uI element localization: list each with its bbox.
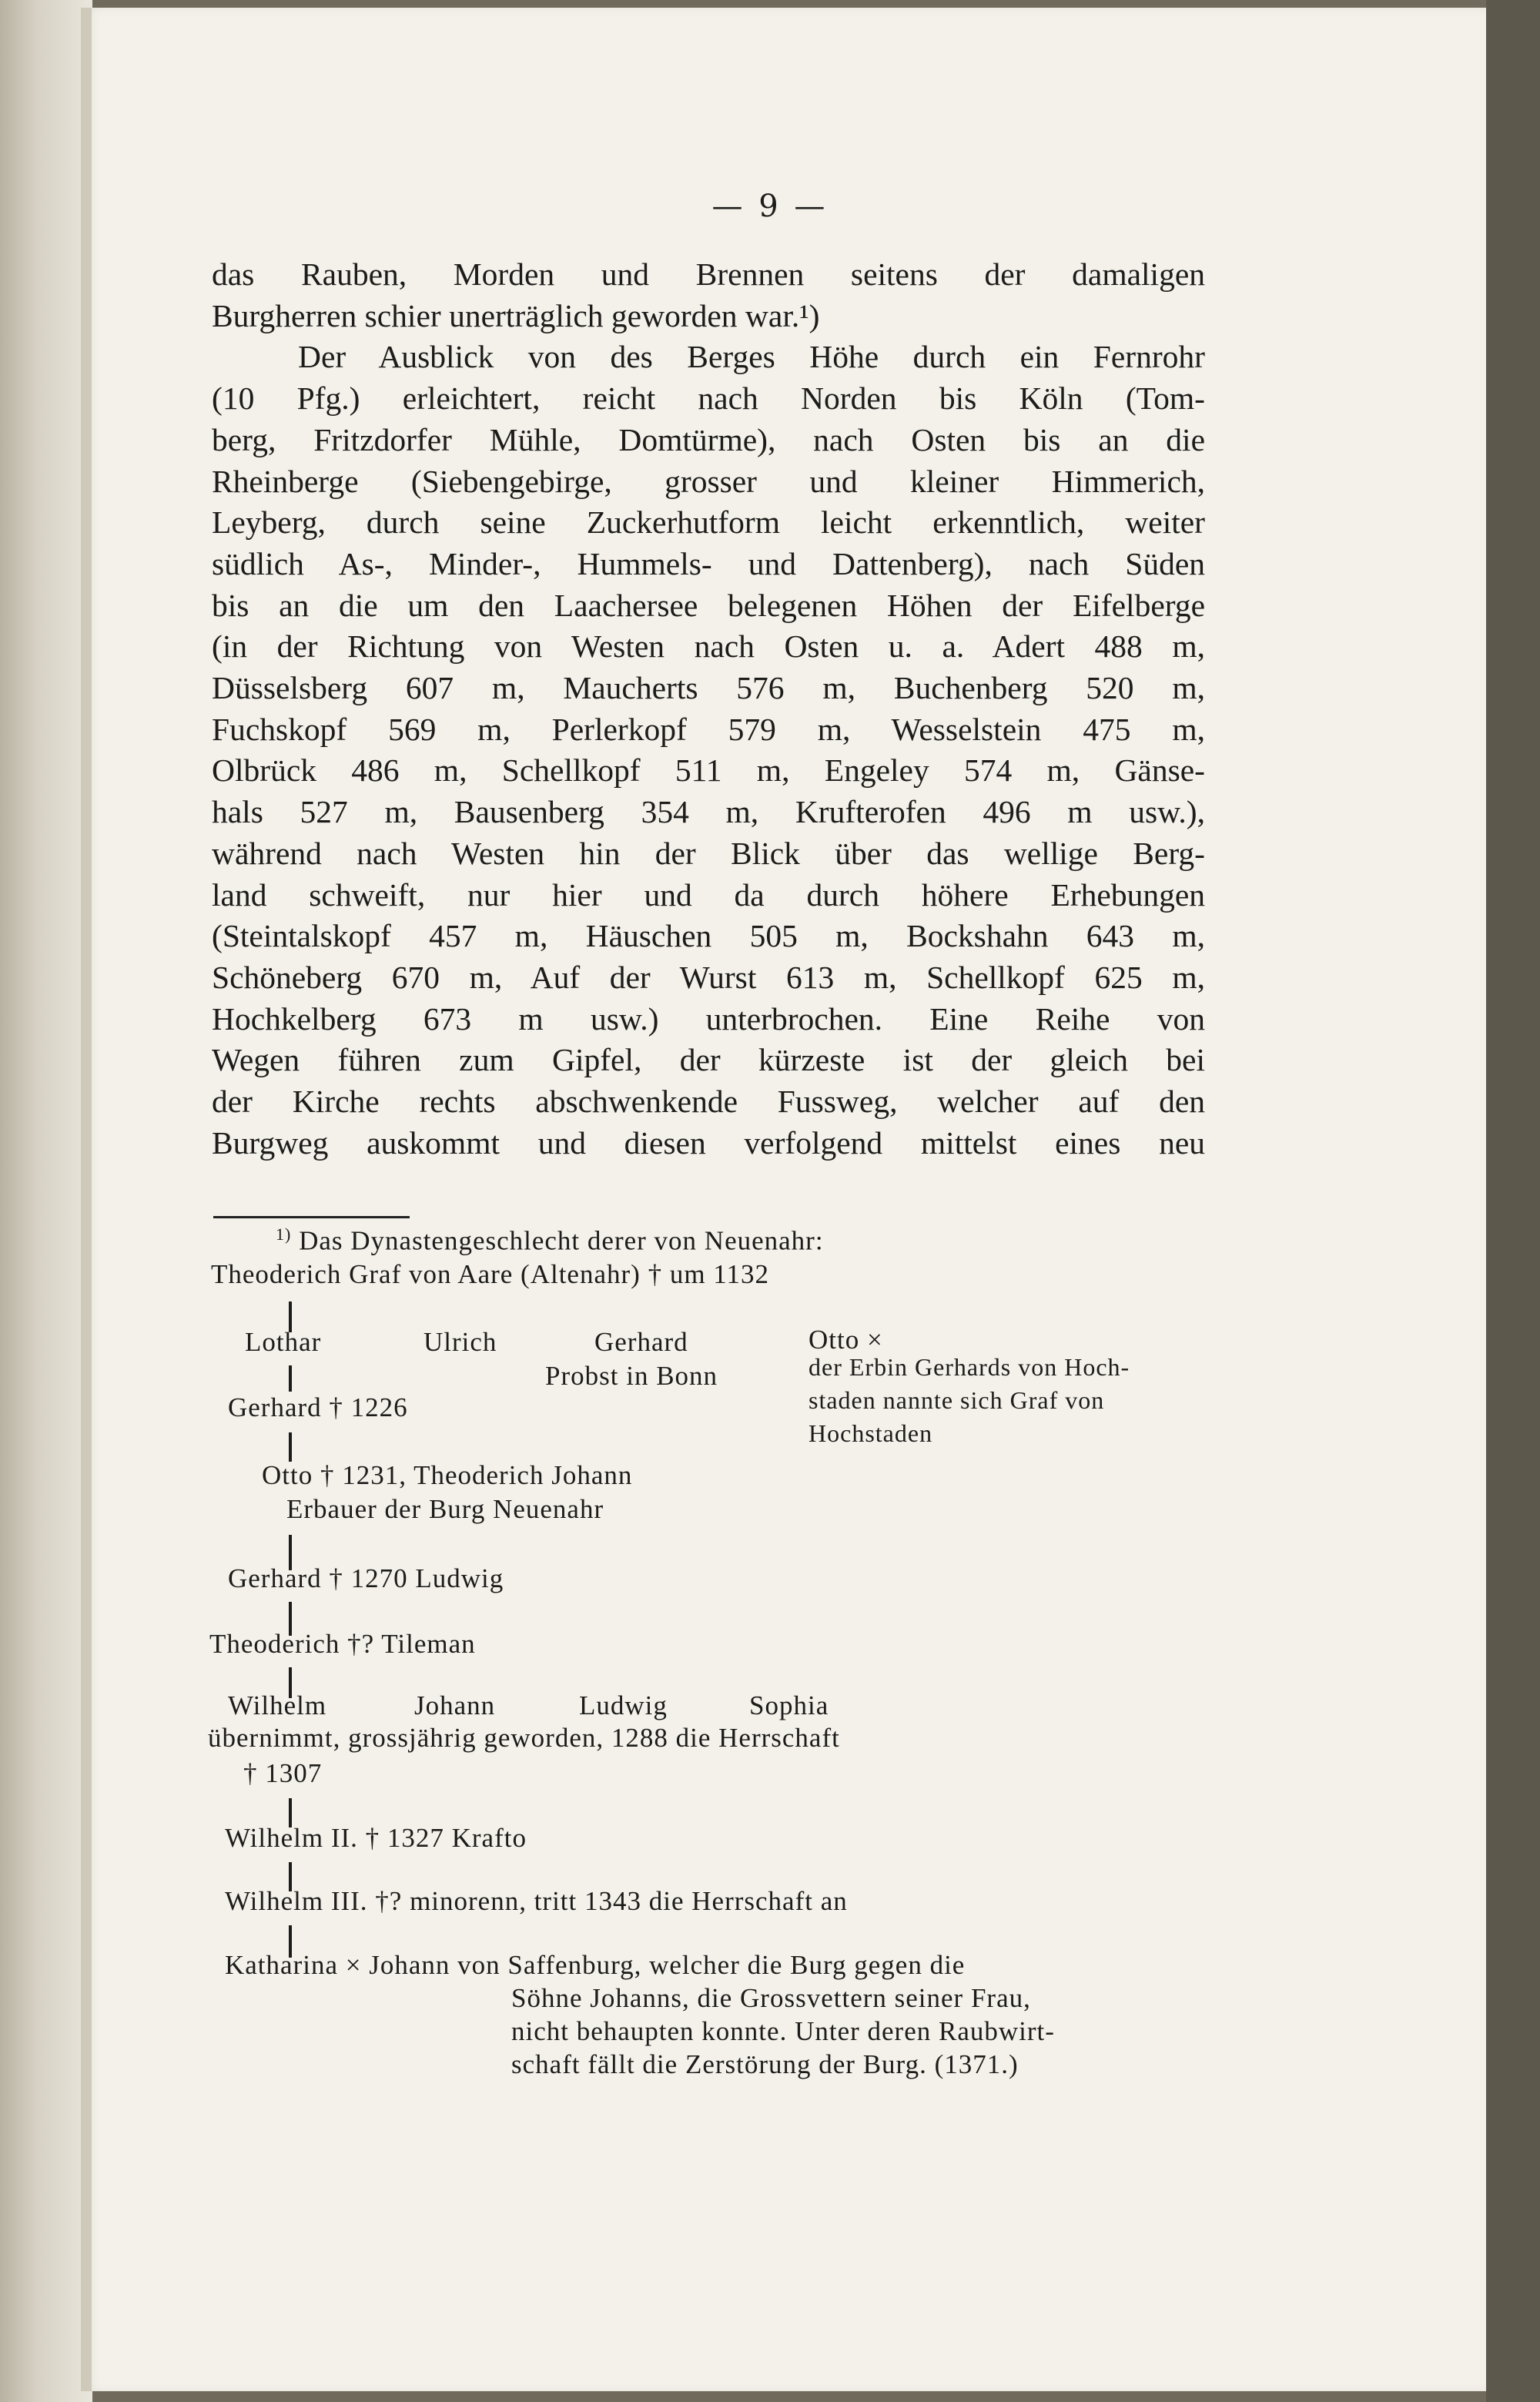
paragraph-line: hals 527 m, Bausenberg 354 m, Krufterofen 496 m usw.), xyxy=(212,794,1205,830)
genealogy-name: Gerhard xyxy=(594,1327,688,1357)
paragraph-line: südlich As-, Minder-, Hummels- und Dattenberg), nach Süden xyxy=(212,545,1205,581)
paragraph-line: Düsselsberg 607 m, Maucherts 576 m, Buchenberg 520 m, xyxy=(212,670,1205,706)
genealogy-note: † 1307 xyxy=(243,1758,323,1788)
paragraph-line: das Rauben, Morden und Brennen seitens der damaligen xyxy=(212,256,1205,292)
paragraph-line: Leyberg, durch seine Zuckerhutform leicht erkenntlich, weiter xyxy=(212,504,1205,541)
paragraph-line: Der Ausblick von des Berges Höhe durch ein Fernrohr xyxy=(298,339,1205,375)
paragraph-line: (in der Richtung von Westen nach Osten u. a. Adert 488 m, xyxy=(212,628,1205,665)
genealogy-note: übernimmt, grossjährig geworden, 1288 die Herrschaft xyxy=(208,1723,840,1753)
genealogy-note: schaft fällt die Zerstörung der Burg. (1371.) xyxy=(511,2049,1019,2079)
scan-background-edge xyxy=(1486,0,1540,2402)
genealogy-root: Theoderich Graf von Aare (Altenahr) † um 1132 xyxy=(211,1259,769,1289)
genealogy-note: der Erbin Gerhards von Hoch- xyxy=(808,1353,1130,1381)
genealogy-name: Ludwig xyxy=(579,1690,668,1720)
paragraph-line: (10 Pfg.) erleichtert, reicht nach Norden bis Köln (Tom- xyxy=(212,380,1205,417)
genealogy-name: Wilhelm II. † 1327 Krafto xyxy=(225,1823,527,1853)
genealogy-name: Wilhelm xyxy=(228,1690,327,1720)
genealogy-note: Hochstaden xyxy=(808,1419,933,1447)
genealogy-name: Johann xyxy=(414,1690,496,1720)
paragraph-line: Schöneberg 670 m, Auf der Wurst 613 m, Schellkopf 625 m, xyxy=(212,959,1205,995)
page-number: — 9 — xyxy=(711,189,829,224)
paragraph-line: Burgweg auskommt und diesen verfolgend mittelst eines neu xyxy=(212,1124,1205,1161)
paragraph-line: während nach Westen hin der Blick über das wellige Berg- xyxy=(212,835,1205,871)
paragraph-line: Burgherren schier unerträglich geworden war.¹) xyxy=(212,297,820,333)
paragraph-line: bis an die um den Laachersee belegenen Höhen der Eifelberge xyxy=(212,587,1205,623)
paragraph-line: Wegen führen zum Gipfel, der kürzeste ist der gleich bei xyxy=(212,1042,1205,1078)
main-text xyxy=(212,254,1205,1164)
paragraph-line: (Steintalskopf 457 m, Häuschen 505 m, Bockshahn 643 m, xyxy=(212,918,1205,954)
genealogy-name: Otto † 1231, Theoderich Johann xyxy=(262,1460,633,1490)
footnote-separator xyxy=(213,1216,410,1218)
genealogy-name: Ulrich xyxy=(424,1327,497,1357)
genealogy-name: Gerhard † 1226 xyxy=(228,1392,408,1422)
page-spine-shadow xyxy=(81,8,92,2391)
genealogy-name: Sophia xyxy=(749,1690,829,1720)
book-gutter xyxy=(0,0,92,2402)
lineage-line xyxy=(289,1365,292,1392)
genealogy-note: staden nannte sich Graf von xyxy=(808,1386,1105,1414)
genealogy-note: Erbauer der Burg Neuenahr xyxy=(286,1494,604,1524)
paragraph-line: land schweift, nur hier und da durch höhere Erhebungen xyxy=(212,876,1205,913)
genealogy-name: Theoderich †? Tileman xyxy=(209,1629,476,1659)
paragraph-line: Olbrück 486 m, Schellkopf 511 m, Engeley 574 m, Gänse- xyxy=(212,752,1205,789)
paragraph-line: Fuchskopf 569 m, Perlerkopf 579 m, Wesselstein 475 m, xyxy=(212,711,1205,747)
genealogy-name: Gerhard † 1270 Ludwig xyxy=(228,1563,504,1593)
paragraph-line: der Kirche rechts abschwenkende Fussweg, welcher auf den xyxy=(212,1084,1205,1120)
genealogy-name: Lothar xyxy=(245,1327,322,1357)
genealogy-name: Katharina × Johann von Saffenburg, welcher die Burg gegen die xyxy=(225,1950,966,1980)
genealogy-name: Otto × xyxy=(808,1325,883,1355)
genealogy-title: Probst in Bonn xyxy=(545,1361,718,1391)
genealogy-note: nicht behaupten konnte. Unter deren Raubwirt- xyxy=(511,2016,1055,2046)
paragraph-line: Rheinberge (Siebengebirge, grosser und kleiner Himmerich, xyxy=(212,463,1205,499)
footnote-intro: $^{1)}$ Das Dynastengeschlecht derer von Neuenahr: xyxy=(276,1224,824,1256)
paragraph-line: berg, Fritzdorfer Mühle, Domtürme), nach Osten bis an die xyxy=(212,421,1205,457)
genealogy-note: Söhne Johanns, die Grossvettern seiner Frau, xyxy=(511,1983,1031,2013)
genealogy-name: Wilhelm III. †? minorenn, tritt 1343 die Herrschaft an xyxy=(225,1886,848,1916)
footnote-marker: 1) xyxy=(276,1224,292,1244)
lineage-line xyxy=(289,1432,292,1462)
paragraph-line: Hochkelberg 673 m usw.) unterbrochen. Eine Reihe von xyxy=(212,1000,1205,1037)
